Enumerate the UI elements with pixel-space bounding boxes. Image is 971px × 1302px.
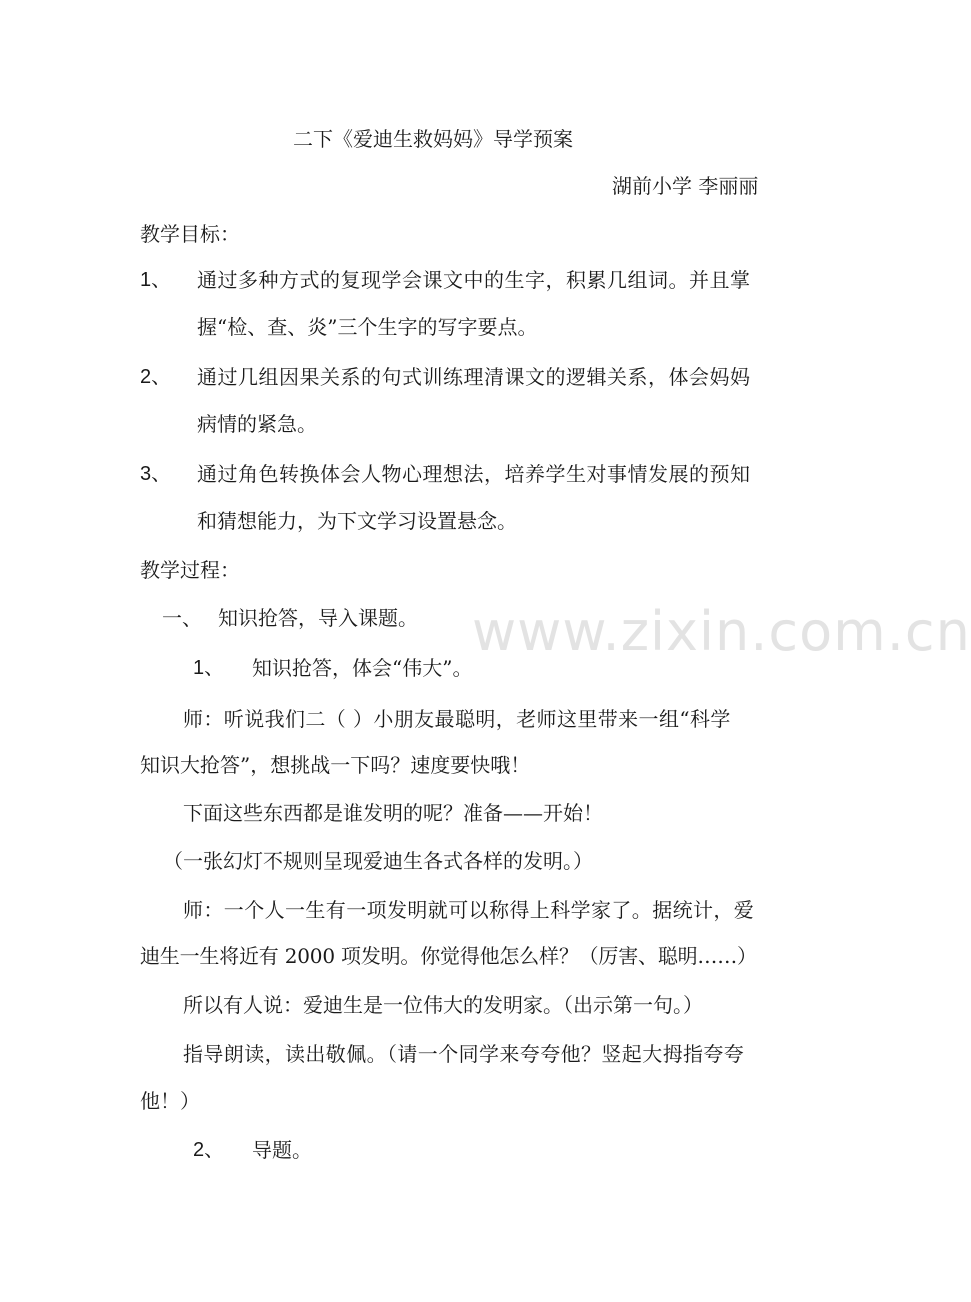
subsection-heading: 导题。 <box>252 1138 312 1162</box>
objective-number: 2、 <box>140 366 172 388</box>
section-number: 一、 <box>162 606 202 630</box>
watermark: www.zixin.com.cn <box>472 600 971 663</box>
body-paragraph-line: 知识大抢答”，想挑战一下吗？速度要快哦！ <box>140 753 531 777</box>
body-paragraph-line: 师：一个人一生有一项发明就可以称得上科学家了。据统计，爱 <box>183 898 755 922</box>
objective-text: 握“检、查、炎”三个生字的写字要点。 <box>197 315 538 339</box>
author-line: 湖前小学 李丽丽 <box>612 174 759 198</box>
body-paragraph-line: 指导朗读，读出敬佩。（请一个同学来夸夸他？竖起大拇指夸夸 <box>183 1042 745 1066</box>
subsection-number: 1、 <box>193 657 225 679</box>
objective-number: 3、 <box>140 463 172 485</box>
body-paragraph-line: 所以有人说：爱迪生是一位伟大的发明家。（出示第一句。） <box>183 993 703 1017</box>
section-heading: 知识抢答，导入课题。 <box>218 606 418 630</box>
objective-text: 通过多种方式的复现学会课文中的生字，积累几组词。并且掌 <box>197 268 751 292</box>
objective-text: 病情的紧急。 <box>197 412 317 436</box>
body-paragraph-line: （一张幻灯不规则呈现爱迪生各式各样的发明。） <box>163 849 593 873</box>
body-paragraph-line: 下面这些东西都是谁发明的呢？准备——开始！ <box>183 801 603 825</box>
objectives-heading: 教学目标： <box>140 222 240 246</box>
body-paragraph-line: 他！） <box>140 1089 200 1113</box>
body-paragraph-line: 师：听说我们二（ ）小朋友最聪明，老师这里带来一组“科学 <box>183 707 731 731</box>
document-title: 二下《爱迪生救妈妈》导学预案 <box>293 127 573 151</box>
objective-number: 1、 <box>140 269 172 291</box>
subsection-heading: 知识抢答，体会“伟大”。 <box>252 656 473 680</box>
objective-text: 通过角色转换体会人物心理想法，培养学生对事情发展的预知 <box>197 462 751 486</box>
objective-text: 和猜想能力，为下文学习设置悬念。 <box>197 509 517 533</box>
objective-text: 通过几组因果关系的句式训练理清课文的逻辑关系，体会妈妈 <box>197 365 751 389</box>
subsection-number: 2、 <box>193 1139 225 1161</box>
process-heading: 教学过程： <box>140 558 240 582</box>
body-paragraph-line: 迪生一生将近有 2000 项发明。你觉得他怎么样？（厉害、聪明……） <box>140 944 757 968</box>
